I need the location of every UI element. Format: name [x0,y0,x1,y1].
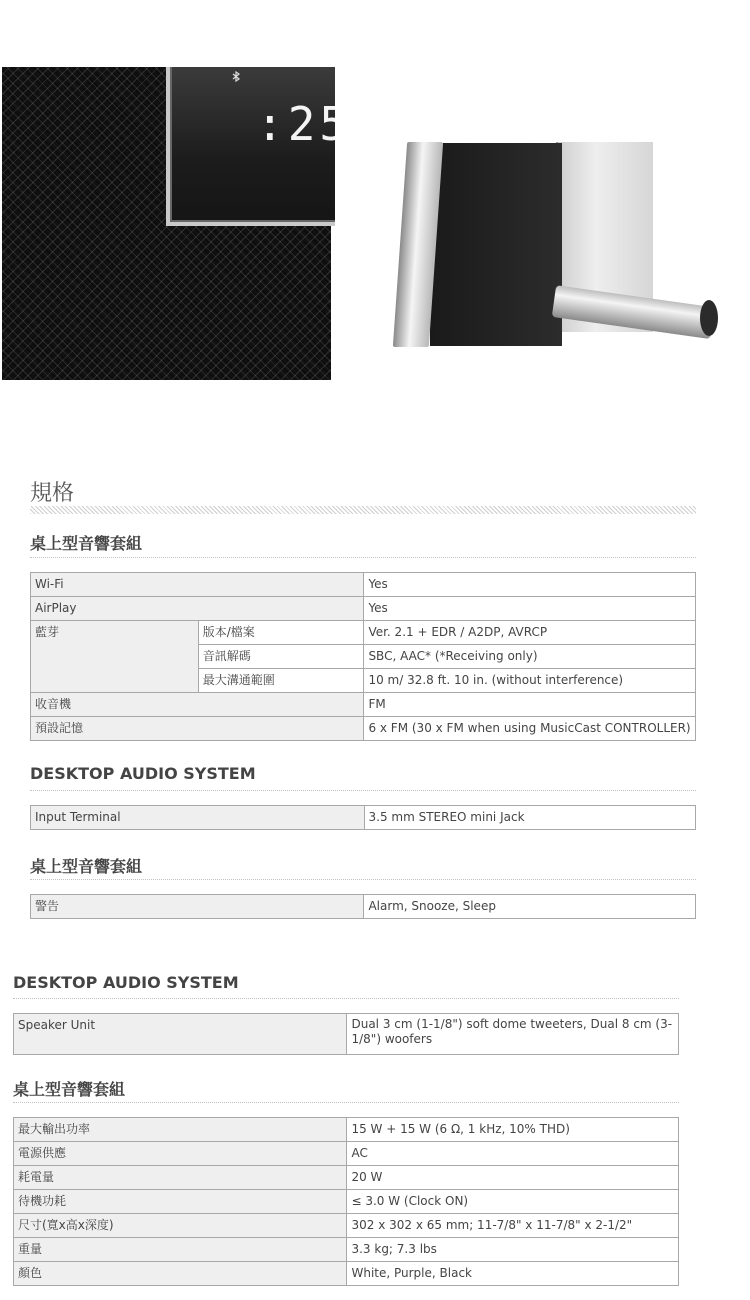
spec-label: 最大輸出功率 [14,1118,347,1142]
section-title: 桌上型音響套組 [30,857,143,876]
spec-value: 3.5 mm STEREO mini Jack [364,806,696,830]
spec-sublabel: 版本/檔案 [198,621,364,645]
spec-value: Yes [364,597,696,621]
spec-value: 10 m/ 32.8 ft. 10 in. (without interference) [364,669,696,693]
spec-value: Dual 3 cm (1-1/8") soft dome tweeters, Dual 8 cm (3-1/8") woofers [347,1014,679,1055]
spec-label: 警告 [31,895,364,919]
section-divider [30,557,696,558]
spec-value: AC [347,1142,679,1166]
table-row [14,1190,679,1214]
spec-value: 3.3 kg; 7.3 lbs [347,1238,679,1262]
section-divider [30,879,696,880]
spec-value: 302 x 302 x 65 mm; 11-7/8" x 11-7/8" x 2-1/2" [347,1214,679,1238]
spec-label: 顏色 [14,1262,347,1286]
spec-value: Alarm, Snooze, Sleep [364,895,696,919]
spec-value: White, Purple, Black [347,1262,679,1286]
speaker-front-panel [430,143,562,346]
product-photo-speaker-grille [2,67,352,380]
spec-table-connectivity [30,572,696,741]
table-row [31,693,696,717]
spec-sublabel: 最大溝通範圍 [198,669,364,693]
table-row [31,597,696,621]
table-row [31,621,696,645]
table-row [31,573,696,597]
spec-value: FM [364,693,696,717]
spec-table-input [30,805,696,830]
spec-value: SBC, AAC* (*Receiving only) [364,645,696,669]
spec-label: 電源供應 [14,1142,347,1166]
clock-display-panel [166,67,352,226]
spec-label: 預設記憶 [31,717,364,741]
spec-label: 收音機 [31,693,364,717]
stand-rod-cap [700,300,718,336]
clock-digits: :25 [256,97,352,151]
table-row [31,806,696,830]
spec-sublabel: 音訊解碼 [198,645,364,669]
section-divider [13,998,679,999]
section-title: DESKTOP AUDIO SYSTEM [13,973,239,992]
spec-label: 耗電量 [14,1166,347,1190]
table-row [31,717,696,741]
spec-label: 重量 [14,1238,347,1262]
spec-label: AirPlay [31,597,364,621]
table-row [14,1166,679,1190]
spec-value: ≤ 3.0 W (Clock ON) [347,1190,679,1214]
table-row [14,1118,679,1142]
spec-value: Ver. 2.1 + EDR / A2DP, AVRCP [364,621,696,645]
section-divider [13,1102,679,1103]
table-row [31,895,696,919]
spec-label: Speaker Unit [14,1014,347,1055]
spec-table-general [13,1117,679,1286]
spec-label: 尺寸(寬x高x深度) [14,1214,347,1238]
table-row [14,1238,679,1262]
spec-label: Wi-Fi [31,573,364,597]
heading-divider [30,506,696,514]
spec-label: Input Terminal [31,806,365,830]
spec-value: Yes [364,573,696,597]
section-title: DESKTOP AUDIO SYSTEM [30,764,256,783]
spec-table-speaker [13,1013,679,1055]
spec-label: 藍芽 [31,621,199,693]
spec-table-alarm [30,894,696,919]
table-row [14,1214,679,1238]
table-row [14,1014,679,1055]
bluetooth-icon [232,71,241,85]
spec-value: 6 x FM (30 x FM when using MusicCast CONTROLLER) [364,717,696,741]
spec-value: 15 W + 15 W (6 Ω, 1 kHz, 10% THD) [347,1118,679,1142]
section-title: 桌上型音響套組 [30,534,143,553]
spec-label: 待機功耗 [14,1190,347,1214]
table-row [14,1142,679,1166]
section-title: 桌上型音響套組 [13,1080,126,1099]
spec-value: 20 W [347,1166,679,1190]
section-divider [30,790,696,791]
table-row [14,1262,679,1286]
page-title: 規格 [30,481,75,506]
product-photo-side-stand [396,140,726,355]
